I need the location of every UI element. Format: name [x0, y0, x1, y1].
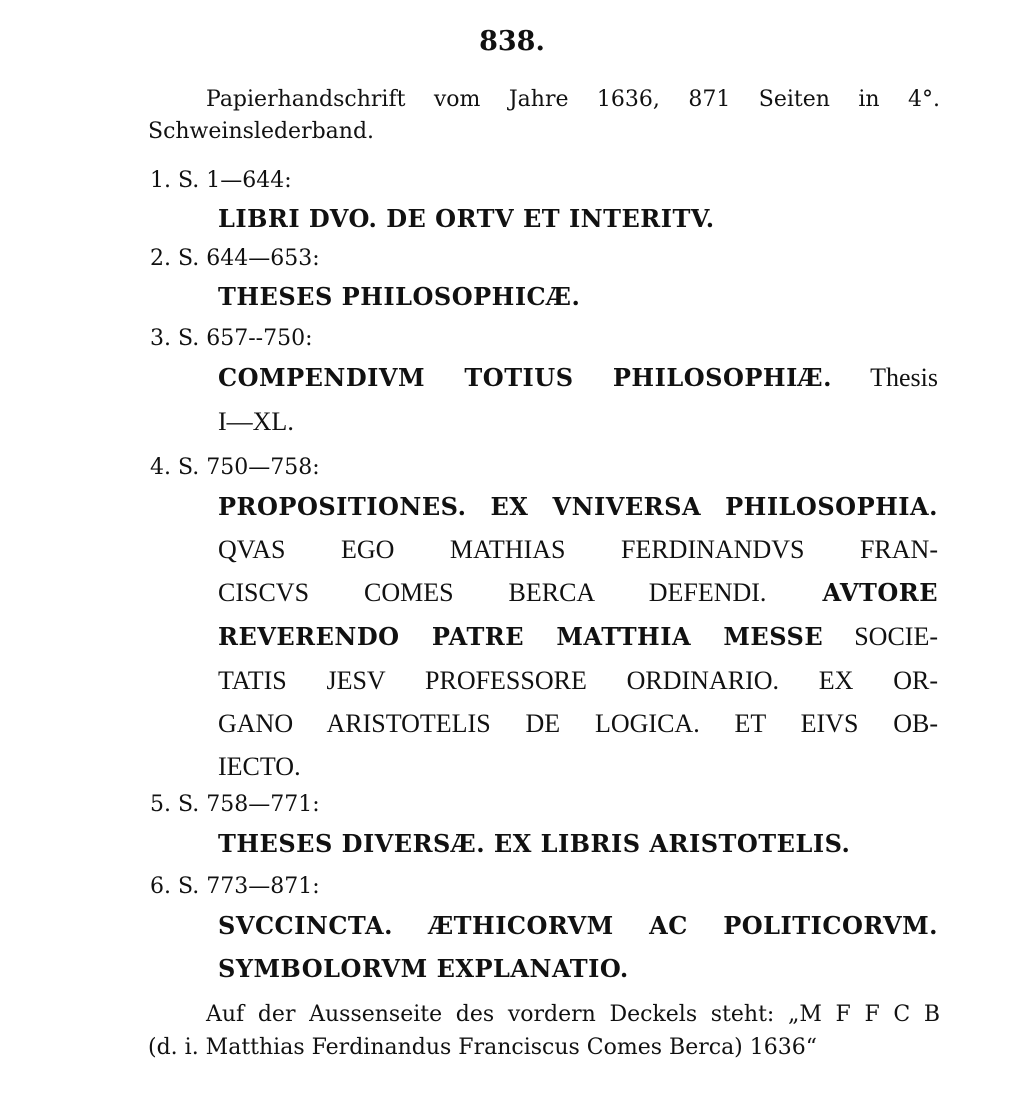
entry-1-title: LIBRI DVO. DE ORTV ET INTERITV. — [218, 204, 715, 233]
entry-4-line-5: TATIS JESV PROFESSORE ORDINARIO. EX OR- — [218, 666, 938, 695]
page-number: 838. — [479, 26, 545, 57]
entry-4-heading: 4. S. 750—758: — [150, 455, 320, 480]
intro-line-2: Schweinslederband. — [148, 119, 375, 144]
entry-4-line-1: PROPOSITIONES. EX VNIVERSA PHILOSOPHIA. — [218, 492, 938, 521]
entry-3-body — [218, 356, 938, 443]
entry-6-line-1: SVCCINCTA. ÆTHICORVM AC POLITICORVM. — [218, 911, 938, 940]
footer-line-1: Auf der Aussenseite des vordern Deckels steht: „M F F C B — [206, 1002, 940, 1027]
entry-4-line-3b: AVTORE — [822, 578, 938, 607]
entry-4-line-2: QVAS EGO MATHIAS FERDINANDVS FRAN- — [218, 535, 938, 564]
entry-3-title: COMPENDIVM TOTIUS PHILOSOPHIÆ. — [218, 363, 832, 392]
entry-4-line-7: IECTO. — [218, 752, 301, 781]
footer-line-2: (d. i. Matthias Ferdinandus Franciscus Comes Berca) 1636“ — [148, 1035, 817, 1060]
footer-paragraph — [148, 998, 940, 1064]
entry-3-tail-2: I—XL. — [218, 407, 294, 436]
entry-4-body — [218, 485, 938, 788]
entry-3-tail: Thesis — [870, 363, 938, 392]
entry-4-line-6: GANO ARISTOTELIS DE LOGICA. ET EIVS OB- — [218, 709, 938, 738]
entry-5-heading: 5. S. 758—771: — [150, 792, 320, 817]
entry-4-line-4a: REVERENDO PATRE MATTHIA MESSE — [218, 622, 824, 651]
entry-4-line-3a: CISCVS COMES BERCA DEFENDI. — [218, 578, 767, 607]
entry-2-title: THESES PHILOSOPHICÆ. — [218, 282, 581, 311]
entry-6-line-2: SYMBOLORVM EXPLANATIO. — [218, 954, 629, 983]
entry-3-heading: 3. S. 657--750: — [150, 326, 313, 351]
entry-1-heading: 1. S. 1—644: — [150, 168, 292, 193]
intro-paragraph — [148, 84, 940, 148]
entry-5-title: THESES DIVERSÆ. EX LIBRIS ARISTOTELIS. — [218, 829, 851, 858]
entry-6-heading: 6. S. 773—871: — [150, 874, 320, 899]
entry-4-line-4b: SOCIE- — [854, 622, 938, 651]
entry-6-body — [218, 904, 938, 990]
intro-line-1: Papierhandschrift vom Jahre 1636, 871 Seiten in 4°. — [206, 87, 940, 112]
entry-2-heading: 2. S. 644—653: — [150, 246, 320, 271]
